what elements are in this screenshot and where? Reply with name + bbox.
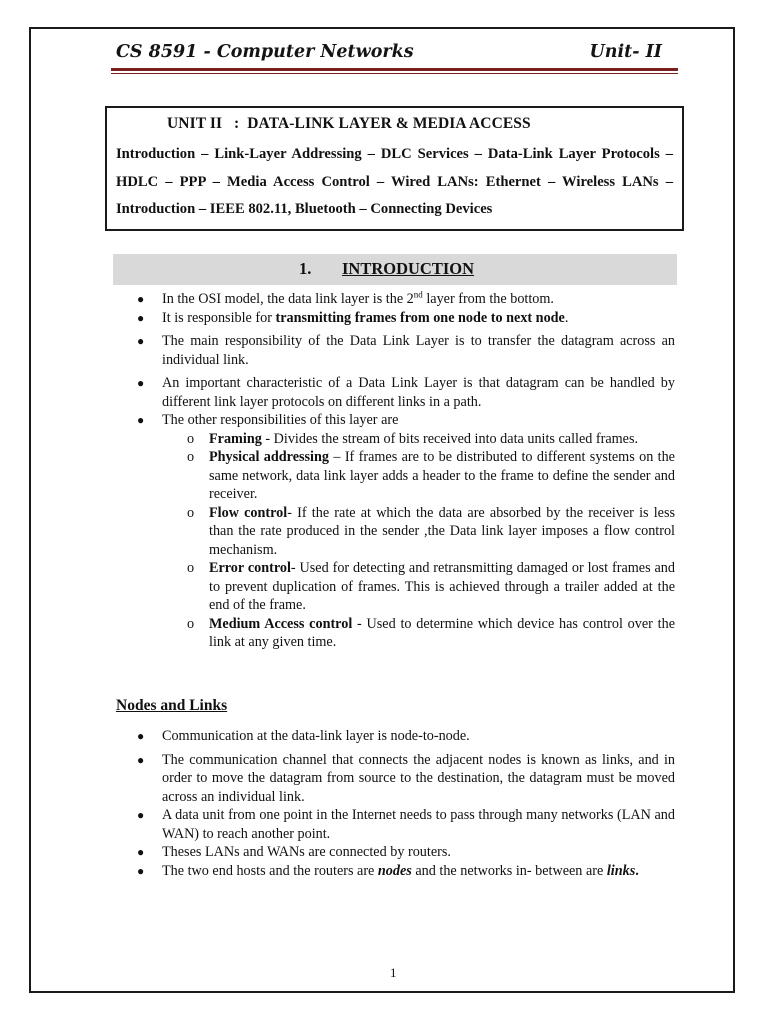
page-number: 1 bbox=[390, 965, 397, 980]
circle-bullet-icon: o bbox=[187, 615, 195, 632]
responsibility-desc: - Used to determine which device has control over the link at any given time. bbox=[209, 615, 675, 650]
bullet-icon: ● bbox=[137, 376, 145, 390]
bullet-icon: ● bbox=[137, 752, 145, 767]
course-title: CS 8591 - Computer Networks bbox=[116, 42, 414, 62]
section-heading bbox=[299, 259, 474, 279]
bullet-icon: ● bbox=[137, 413, 145, 427]
section-title: INTRODUCTION bbox=[342, 259, 475, 278]
list-item bbox=[137, 751, 675, 807]
bullet-text: The two end hosts and the routers are bbox=[162, 862, 378, 879]
responsibility-term: Error control bbox=[209, 560, 291, 576]
bullet-text: A data unit from one point in the Internet needs to pass through many networks (LAN and WAN) to reach another point. bbox=[162, 807, 675, 842]
list-item bbox=[162, 448, 675, 504]
list-item bbox=[162, 430, 675, 449]
circle-bullet-icon: o bbox=[187, 560, 195, 576]
list-item bbox=[162, 504, 675, 560]
responsibility-desc: - If the rate at which the data are absorbed by the receiver is less than the rate produced in the sender ,the Data link layer imposes a flow control mechanism. bbox=[209, 504, 675, 558]
responsibility-desc: – If frames are to be distributed to different systems on the same network, data link layer adds a header to the frame to define the sender and receiver. bbox=[209, 449, 675, 502]
list-item bbox=[137, 290, 675, 309]
responsibility-desc: - Used for detecting and retransmitting damaged or lost frames and to prevent duplication of frames. This is achieved through a trailer added at the end of the frame. bbox=[209, 560, 675, 613]
bullet-icon: ● bbox=[137, 310, 145, 325]
list-item bbox=[162, 559, 675, 615]
responsibility-term: Flow control bbox=[209, 504, 288, 521]
nodes-bullet-list bbox=[137, 727, 675, 880]
bullet-text: . bbox=[564, 309, 569, 326]
bullet-text: In the OSI model, the data link layer is the 2 bbox=[162, 291, 414, 307]
emphasis-nodes: nodes bbox=[377, 862, 412, 879]
list-item bbox=[162, 615, 675, 652]
unit-label: Unit- II bbox=[589, 42, 662, 62]
list-item bbox=[137, 309, 675, 328]
circle-bullet-icon: o bbox=[187, 504, 195, 521]
bullet-icon: ● bbox=[137, 292, 145, 306]
responsibility-list bbox=[162, 430, 675, 652]
list-item bbox=[137, 411, 675, 652]
bullet-text: It is responsible for bbox=[162, 309, 276, 326]
circle-bullet-icon: o bbox=[187, 449, 195, 465]
list-item bbox=[137, 727, 675, 746]
header-rule bbox=[111, 68, 678, 71]
bullet-icon: ● bbox=[137, 845, 145, 859]
section-heading-bar bbox=[113, 254, 677, 285]
unit-topics: Introduction – Link-Layer Addressing – DLC Services – Data-Link Layer Protocols – HDLC – PPP – Media Access Control – Wired LANs: Ethernet – Wireless LANs – Introduction – IEEE 802.11, Bluetooth – Connecting Devices bbox=[116, 146, 673, 217]
section-number: 1. bbox=[299, 259, 312, 278]
responsibility-term: Framing bbox=[209, 430, 262, 447]
unit-summary-box bbox=[105, 106, 684, 231]
bullet-text: An important characteristic of a Data Link Layer is that datagram can be handled by different link layer protocols on different links in a path. bbox=[162, 375, 675, 410]
bullet-text: Communication at the data-link layer is node-to-node. bbox=[162, 728, 470, 744]
bullet-text: and the networks in- between are bbox=[411, 862, 607, 879]
responsibility-desc: - Divides the stream of bits received into data units called frames. bbox=[261, 430, 639, 447]
emphasis-links: links bbox=[606, 862, 636, 879]
bullet-bold-text: transmitting frames from one node to next node bbox=[275, 309, 565, 326]
responsibility-term: Physical addressing bbox=[209, 449, 329, 465]
unit-title: UNIT II : DATA-LINK LAYER & MEDIA ACCESS bbox=[167, 115, 531, 132]
circle-bullet-icon: o bbox=[187, 430, 195, 447]
bullet-icon: ● bbox=[137, 729, 145, 743]
list-item bbox=[137, 862, 675, 881]
bullet-text: Theses LANs and WANs are connected by routers. bbox=[162, 844, 451, 860]
bullet-text: layer from the bottom. bbox=[422, 291, 554, 307]
bullet-icon: ● bbox=[137, 808, 145, 822]
list-item bbox=[137, 806, 675, 843]
bullet-text: The communication channel that connects the adjacent nodes is known as links, and in order to move the datagram from source to the destination, the datagram must be moved across an individual link. bbox=[162, 751, 675, 805]
bullet-text: The other responsibilities of this layer are bbox=[162, 412, 399, 428]
header-rule-thin bbox=[111, 73, 678, 74]
responsibility-term: Medium Access control bbox=[209, 615, 353, 632]
bullet-text: . bbox=[635, 862, 639, 879]
list-item bbox=[137, 332, 675, 369]
nodes-links-heading: Nodes and Links bbox=[116, 697, 228, 714]
page-header bbox=[116, 42, 678, 68]
bullet-text: The main responsibility of the Data Link Layer is to transfer the datagram across an individual link. bbox=[162, 333, 675, 368]
bullet-icon: ● bbox=[137, 334, 145, 348]
intro-bullet-list bbox=[137, 290, 675, 652]
list-item bbox=[137, 843, 675, 862]
superscript: nd bbox=[413, 289, 423, 300]
list-item bbox=[137, 374, 675, 411]
bullet-icon: ● bbox=[137, 863, 145, 878]
